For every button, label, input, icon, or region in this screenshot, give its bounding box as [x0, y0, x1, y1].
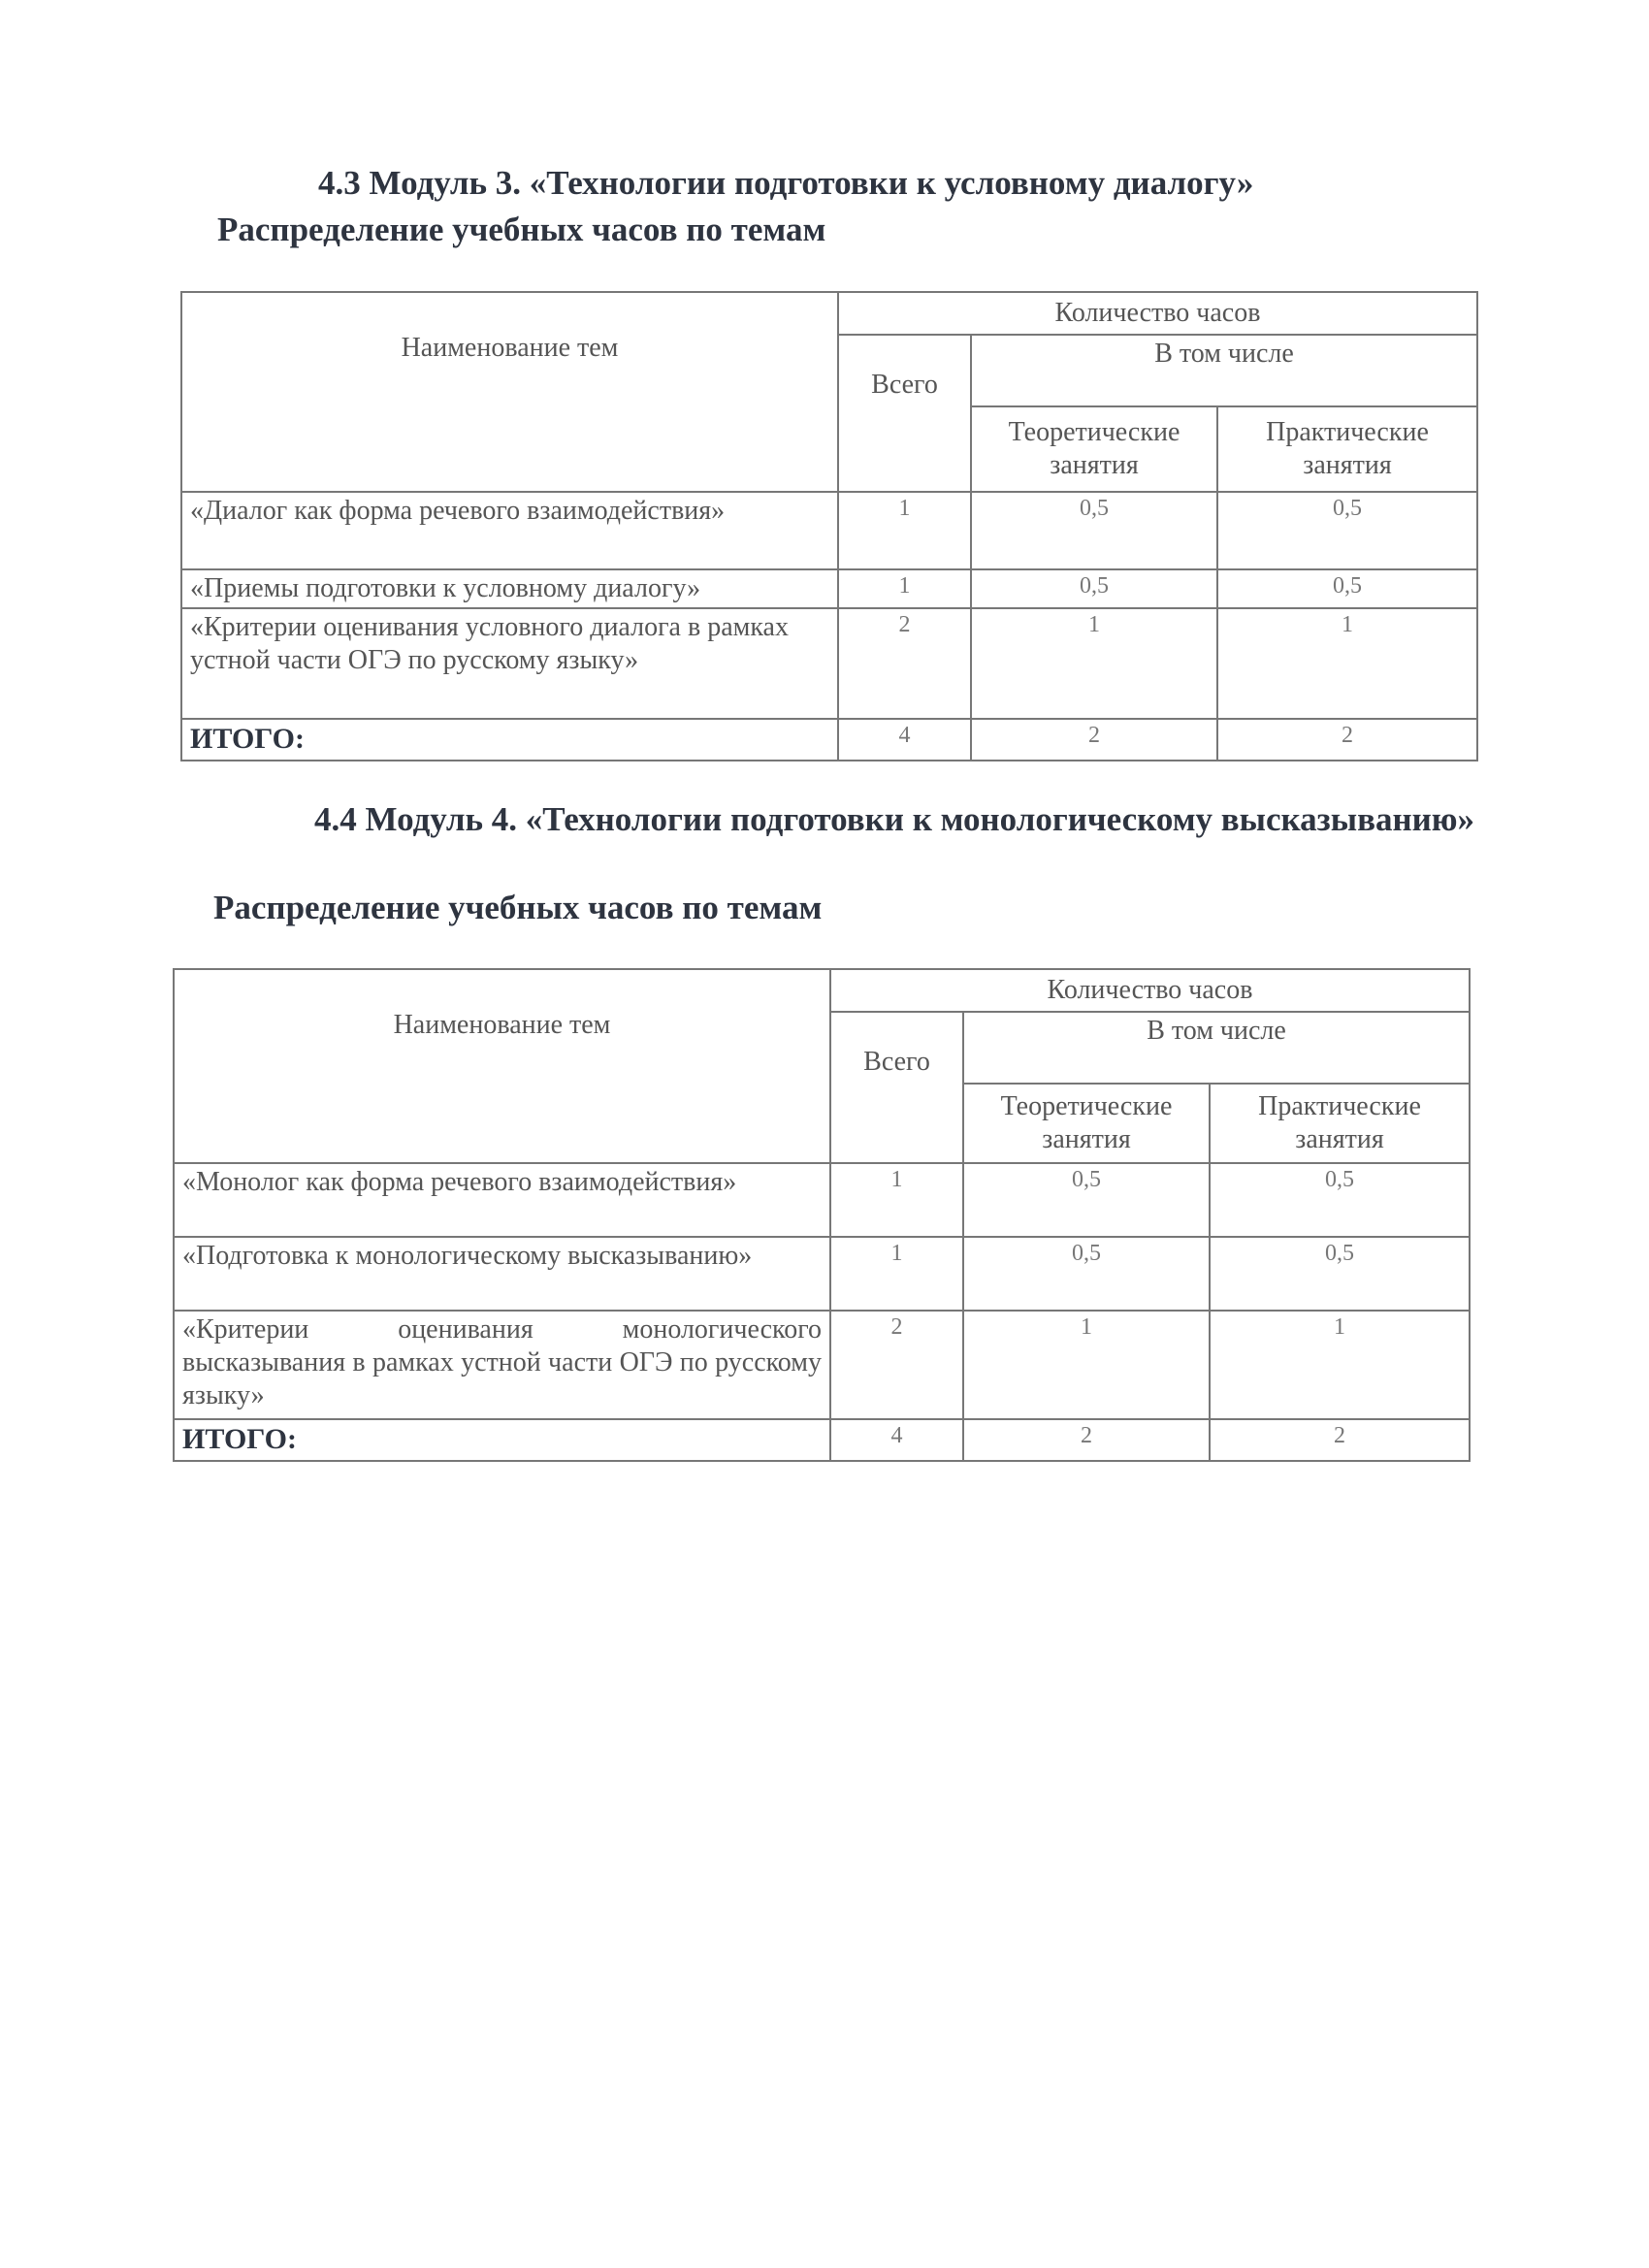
table-row [181, 608, 1477, 719]
header-practice: Практические занятия [1217, 406, 1477, 492]
header-theory: Теоретические занятия [971, 406, 1217, 492]
section-heading-module-3: 4.3 Модуль 3. «Технологии подготовки к условному диалогу» [318, 164, 1254, 202]
theory-cell: 0,5 [971, 492, 1217, 569]
topic-cell: «Монолог как форма речевого взаимодействия» [174, 1163, 830, 1237]
topic-cell: «Критерии оценивания монологического высказывания в рамках устной части ОГЭ по русскому языку» [174, 1311, 830, 1419]
header-including: В том числе [963, 1012, 1470, 1084]
header-topic-name: Наименование тем [174, 969, 830, 1163]
hours-table-module-3 [180, 291, 1478, 761]
table-header-row [174, 969, 1470, 1012]
header-theory: Теоретические занятия [963, 1084, 1210, 1163]
theory-cell: 0,5 [963, 1163, 1210, 1237]
total-cell: 4 [838, 719, 971, 761]
hours-table-module-4 [173, 968, 1471, 1462]
total-cell: 2 [838, 608, 971, 719]
header-hours-count: Количество часов [830, 969, 1470, 1012]
table-total-row [181, 719, 1477, 761]
total-cell: 1 [830, 1163, 963, 1237]
topic-cell: «Диалог как форма речевого взаимодействия» [181, 492, 838, 569]
theory-cell: 0,5 [963, 1237, 1210, 1311]
table-row [174, 1163, 1470, 1237]
total-cell: 1 [838, 492, 971, 569]
section-subheading-module-4: Распределение учебных часов по темам [213, 889, 823, 926]
total-label: ИТОГО: [174, 1419, 830, 1461]
total-label: ИТОГО: [181, 719, 838, 761]
theory-cell: 2 [963, 1419, 1210, 1461]
practice-cell: 1 [1210, 1311, 1470, 1419]
header-total: Всего [838, 335, 971, 492]
section-subheading-module-3: Распределение учебных часов по темам [217, 211, 826, 248]
header-including: В том числе [971, 335, 1477, 406]
total-cell: 4 [830, 1419, 963, 1461]
header-practice: Практические занятия [1210, 1084, 1470, 1163]
table-row [174, 1311, 1470, 1419]
practice-cell: 2 [1210, 1419, 1470, 1461]
header-total: Всего [830, 1012, 963, 1163]
table-row [181, 492, 1477, 569]
theory-cell: 1 [971, 608, 1217, 719]
practice-cell: 0,5 [1217, 492, 1477, 569]
practice-cell: 0,5 [1210, 1237, 1470, 1311]
topic-cell: «Подготовка к монологическому высказыванию» [174, 1237, 830, 1311]
practice-cell: 0,5 [1217, 569, 1477, 608]
total-cell: 1 [830, 1237, 963, 1311]
total-cell: 1 [838, 569, 971, 608]
table-row [174, 1237, 1470, 1311]
table-total-row [174, 1419, 1470, 1461]
practice-cell: 0,5 [1210, 1163, 1470, 1237]
topic-cell: «Приемы подготовки к условному диалогу» [181, 569, 838, 608]
topic-cell: «Критерии оценивания условного диалога в рамках устной части ОГЭ по русскому языку» [181, 608, 838, 719]
header-hours-count: Количество часов [838, 292, 1477, 335]
table-row [181, 569, 1477, 608]
theory-cell: 2 [971, 719, 1217, 761]
theory-cell: 1 [963, 1311, 1210, 1419]
practice-cell: 1 [1217, 608, 1477, 719]
total-cell: 2 [830, 1311, 963, 1419]
header-topic-name: Наименование тем [181, 292, 838, 492]
table-header-row [181, 292, 1477, 335]
section-heading-module-4: 4.4 Модуль 4. «Технологии подготовки к монологическому высказыванию» [314, 800, 1475, 838]
practice-cell: 2 [1217, 719, 1477, 761]
theory-cell: 0,5 [971, 569, 1217, 608]
